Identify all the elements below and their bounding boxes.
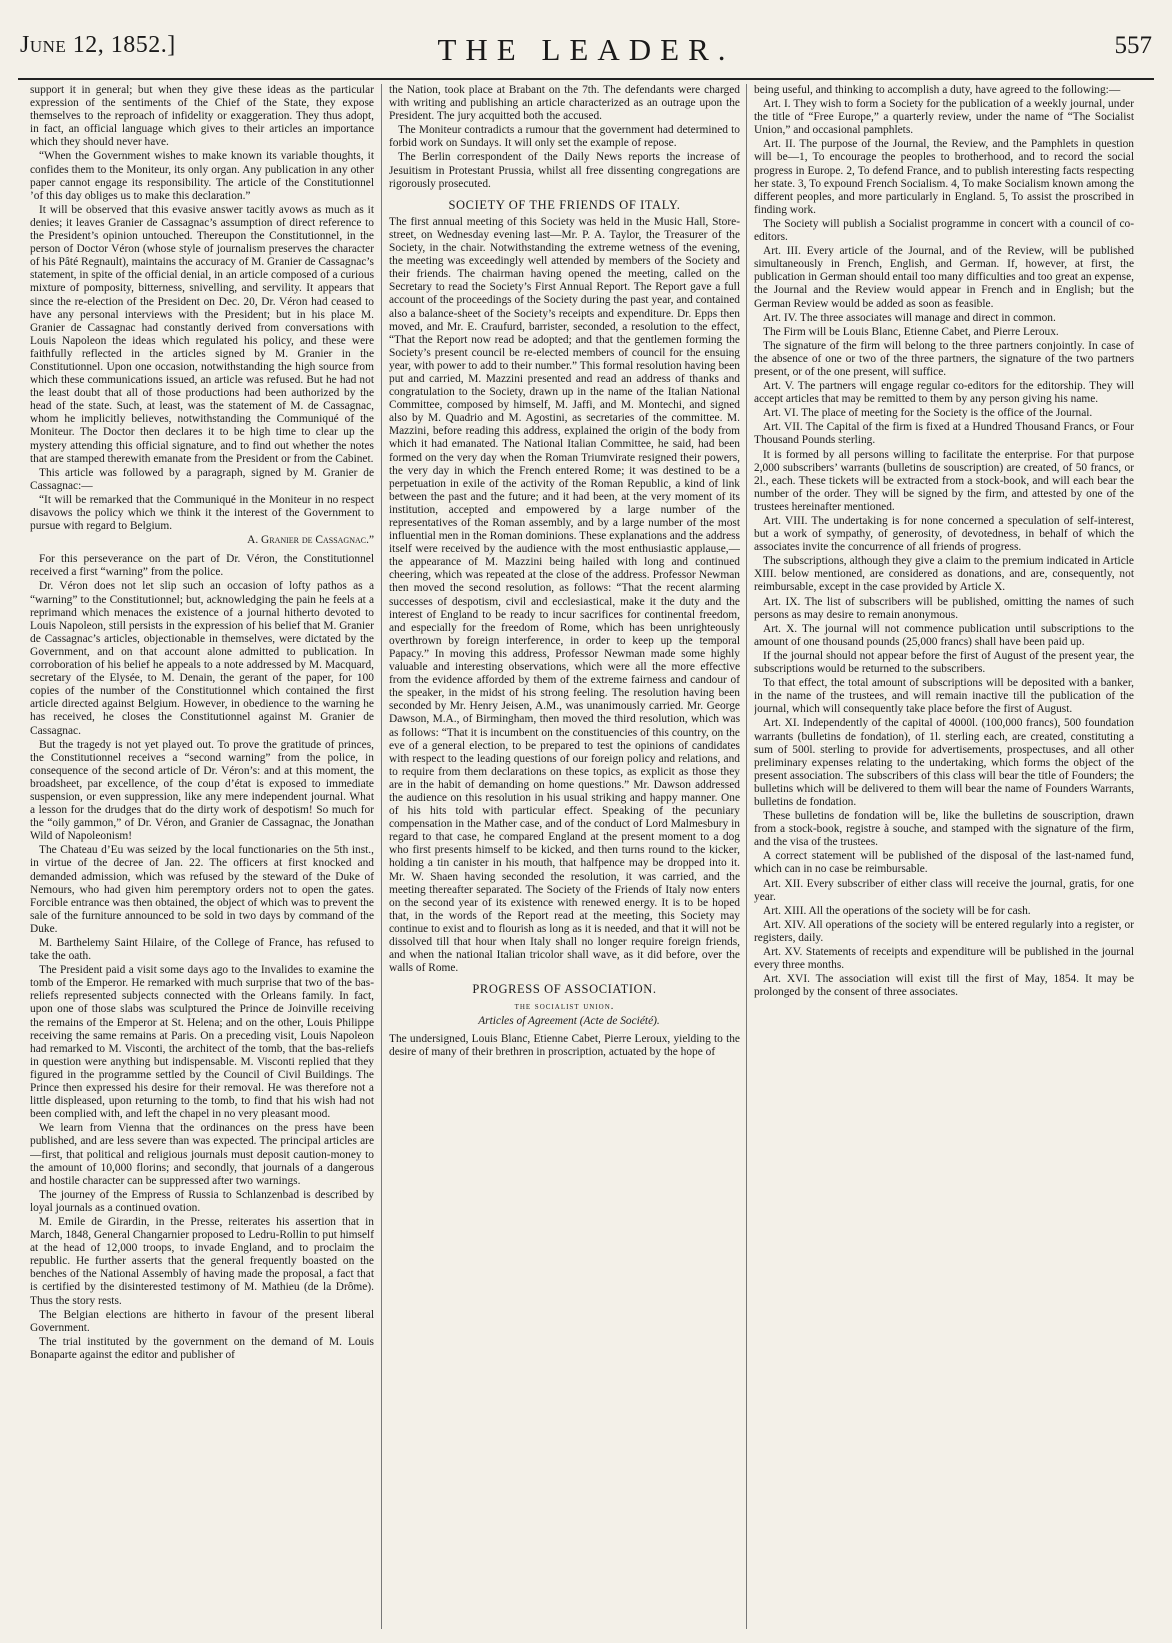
paragraph: support it in general; but when they give these ideas as the particular expression of the sentiments of the Chief of the State, they expose themselves to the reproach of infidelity or exaggeration. They thus adopt, in fact, an official language which gives to their articles an importance which they should never have. [30, 84, 374, 149]
article-paragraph: Art. XI. Independently of the capital of 4000l. (100,000 francs), 500 foundation warrants (bulletins de fondation), of 1l. sterling each, are created, constituting a sum of 500l. sterling to provide for advertisements, prospectuses, and all other preliminary expenses relating to the undertaking, which forms the object of the present association. The subscribers of this class will bear the title of Founders; the bulletins which will be delivered to them will bear the name of Founders Warrants, bulletins de fondation. [754, 717, 1134, 808]
page-header [18, 30, 1154, 80]
paragraph: “When the Government wishes to make known its variable thoughts, it confides them to the Moniteur, its only organ. Any publication in any other paper cannot engage its responsibility. The article of the Constitutionnel ’of this day obliges us to make this declaration.” [30, 150, 374, 202]
section-subheading: the socialist union. [514, 1001, 615, 1013]
paragraph: If the journal should not appear before the first of August of the present year, the subscriptions would be returned to the subscribers. [754, 649, 1134, 676]
paragraph: For this perseverance on the part of Dr. Véron, the Constitutionnel received a first “warning” from the police. [30, 553, 374, 579]
paragraph: being useful, and thinking to accomplish a duty, have agreed to the following:— [754, 84, 1121, 96]
article-paragraph: Art. IV. The three associates will manage and direct in common. [763, 311, 1056, 324]
section-heading: PROGRESS OF ASSOCIATION. [472, 982, 657, 997]
quoted-paragraph: “It will be remarked that the Communiqué in the Moniteur in no respect disavows the policy which we think it the interest of the Government to pursue with regard to Belgium. [30, 493, 374, 533]
paragraph: The journey of the Empress of Russia to Schlanzenbad is described by loyal journals as a continued ovation. [30, 1188, 374, 1214]
article-paragraph: Art. I. They wish to form a Society for the publication of a weekly journal, under the title of “Free Europe,” a quarterly review, under the name of “The Socialist Union,” and occasional pamphlets. [754, 98, 1134, 137]
paragraph: The trial instituted by the government on the demand of M. Louis Bonaparte against the editor and publisher of [30, 1335, 374, 1361]
paragraph: The Belgian elections are hitherto in favour of the present liberal Government. [30, 1308, 374, 1334]
page-number: 557 [1114, 32, 1152, 59]
paragraph: The subscriptions, although they give a claim to the premium indicated in Article XIII. below mentioned, are considered as donations, and are, consequently, not reimbursable, except in the case provided by Article X. [754, 555, 1134, 594]
paragraph: The Berlin correspondent of the Daily News reports the increase of Jesuitism in Protestant Prussia, whilst all free dissenting congregations are rigorously prosecuted. [389, 151, 740, 190]
paragraph: It is formed by all persons willing to facilitate the enterprise. For that purpose 2,000 subscribers’ warrants (bulletins de souscription) are created, of 50 francs, or 2l., each. These tickets will be extracted from a stock-book, and will each bear the number of the order. They will be signed by the firm, and attested by one of the trustees hereinafter mentioned. [754, 448, 1134, 513]
paragraph: It will be observed that this evasive answer tacitly avows as much as it denies; it leaves Granier de Cassagnac’s assumption of direct reference to the President’s opinion untouched. Thereupon the Constitutionnel, in the person of Doctor Véron (whose style of journalism preserves the character of his Pâté Regnault), maintains the accuracy of M. Granier de Cassagnac’s statement, in spite of the official denial, in an article composed of a curious mixture of pomposity, bitterness, snivelling, and servility. It appears that since the re-election of the President on Dec. 20, Dr. Véron had ceased to have any personal interviews with the President; but in his place M. Granier de Cassagnac had constantly derived from conversations with Louis Napoleon the ideas which regulated his policy, and these were faithfully reflected in the articles signed by M. Granier in the Constitutionnel. Upon one occasion, notwithstanding the high source from which these communications issued, an article was refused. But he had not the least doubt that all of those productions had been authorized by the head of the state. Such, at least, was the statement of M. de Cassagnac, whom he implicitly believes, notwithstanding the Communiqué of the Moniteur. The Doctor then declares it to be high time to clear up the mystery attending this official signature, and to find out whether the notes that are stamped therewith emanate from the President or from the Cabinet. [30, 203, 374, 465]
paragraph: The President paid a visit some days ago to the Invalides to examine the tomb of the Emperor. He remarked with much surprise that two of the bas-reliefs represented subjects connected with the Orleans family. In fact, upon one of those slabs was sculptured the Prince de Joinville receiving the remains of the Emperor at St. Helena; and on the other, Louis Philippe receiving the same remains at Paris. On a preceding visit, Louis Napoleon had remarked to M. Visconti, the architect of the tomb, that the bas-reliefs in question were anything but indispensable. M. Visconti replied that they figured in the programme settled by the Council of Civil Buildings. The Prince then expressed his desire for their removal. He was therefore not a little displeased, upon returning to the tomb, to find that his wish had not been complied with, and left the chapel in no very pleasant mood. [30, 964, 374, 1121]
paragraph: These bulletins de fondation will be, like the bulletins de souscription, drawn from a stock-book, registre à souche, and stamped with the signature of the firm, and the visa of the trustees. [754, 810, 1134, 849]
column-middle [389, 84, 740, 1629]
article-paragraph: Art. VIII. The undertaking is for none concerned a speculation of self-interest, but a work of sympathy, of generosity, of devotedness, in behalf of which the associates invite the concurrence of all friends of progress. [754, 515, 1134, 554]
column-left [30, 84, 374, 1629]
issue-date: June 12, 1852.] [20, 32, 176, 58]
masthead-title: THE LEADER. [437, 32, 735, 67]
paragraph: The Society will publish a Socialist programme in concert with a council of co-editors. [754, 217, 1134, 244]
column-rule-left [381, 84, 382, 1629]
paragraph: M. Barthelemy Saint Hilaire, of the College of France, has refused to take the oath. [30, 937, 374, 963]
paragraph: the Nation, took place at Brabant on the 7th. The defendants were charged with writing and publishing an article characterized as an outrage upon the President. The jury acquitted both the accused. [389, 84, 740, 123]
article-paragraph: Art. III. Every article of the Journal, and of the Review, will be published simultaneously in French, English, and German. If, however, at first, the publication in German should entail too many difficulties and too great an expense, the Journal and the Review would appear in French and in English; but the German Review would be added as soon as feasible. [754, 245, 1134, 310]
paragraph: We learn from Vienna that the ordinances on the press have been published, and are less severe than was expected. The principal articles are—first, that political and religious journals must deposit caution-money to the amount of 10,000 florins; and secondly, that journals of a dangerous and hostile character can be suppressed after two warnings. [30, 1122, 374, 1187]
article-paragraph: Art. XVI. The association will exist till the first of May, 1854. It may be prolonged by the consent of three associates. [754, 973, 1134, 999]
paragraph: To that effect, the total amount of subscriptions will be deposited with a banker, in the name of the trustees, and will remain inactive till the publication of the journal, which will consequently take place before the first of August. [754, 677, 1134, 716]
paragraph: This article was followed by a paragraph, signed by M. Granier de Cassagnac:— [30, 466, 374, 492]
article-paragraph: Art. XIV. All operations of the society will be entered regularly into a register, or registers, daily. [754, 918, 1134, 944]
paragraph: The signature of the firm will belong to the three partners conjointly. In case of the absence of one or two of the three partners, the signature of the two partners present, or of the one present, will suffice. [754, 339, 1134, 378]
section-subtitle: Articles of Agreement (Acte de Société). [478, 1015, 660, 1028]
article-paragraph: Art. II. The purpose of the Journal, the Review, and the Pamphlets in question will be—1, To encourage the peoples to brotherhood, and to record the social progress in Europe. 2, To defend France, and to publish interesting facts respecting her state. 3, To expound French Socialism. 4, To make Socialism known among the different peoples, and more particularly in England. 5, To assist the proscribed in finding work. [754, 138, 1134, 216]
paragraph: The Firm will be Louis Blanc, Etienne Cabet, and Pierre Leroux. [763, 325, 1059, 338]
article-paragraph: Art. IX. The list of subscribers will be published, omitting the names of such persons as may desire to remain anonymous. [754, 595, 1134, 621]
article-paragraph: Art. XV. Statements of receipts and expenditure will be published in the journal every three months. [754, 946, 1134, 972]
column-right [754, 84, 1134, 1629]
article-paragraph: Art. VII. The Capital of the firm is fixed at a Hundred Thousand Francs, or Four Thousand Pounds sterling. [754, 421, 1134, 447]
paragraph: The Chateau d’Eu was seized by the local functionaries on the 5th inst., in virtue of the decree of Jan. 22. The officers at first knocked and demanded admission, which was refused by the steward of the Duke of Nemours, who had given him peremptory orders not to open the gates. Forcible entrance was then obtained, the object of which was to prevent the sale of the furniture announced to be sold in two days by command of the Duke. [30, 844, 374, 935]
article-paragraph: Art. XIII. All the operations of the society will be for cash. [763, 904, 1031, 917]
paragraph: M. Emile de Girardin, in the Presse, reiterates his assertion that in March, 1848, General Changarnier proposed to Ledru-Rollin to put himself at the head of 12,000 troops, to invade England, and to proclaim the republic. He further asserts that the general frequently boasted on the benches of the National Assembly of having made the proposal, a fact that is certified by the disinterested testimony of M. Mathieu (de la Drôme). Thus the story rests. [30, 1215, 374, 1307]
paragraph: The undersigned, Louis Blanc, Etienne Cabet, Pierre Leroux, yielding to the desire of many of their brethren in proscription, actuated by the hope of [389, 1032, 740, 1058]
article-paragraph: Art. XII. Every subscriber of either class will receive the journal, gratis, for one year. [754, 877, 1134, 903]
paragraph: The first annual meeting of this Society was held in the Music Hall, Store-street, on Wednesday evening last—Mr. P. A. Taylor, the Treasurer of the Society, in the chair. Notwithstanding the extreme wetness of the evening, the meeting was exceedingly well attended by members of the Society and their friends. The chairman having opened the meeting, called on the Secretary to read the Society’s First Annual Report. The Report gave a full account of the proceedings of the Society during the past year, and contained also a balance-sheet of the Society’s receipts and expenditure. Dr. Epps then moved, and Mr. E. Craufurd, barrister, seconded, a resolution to the effect, “That the Report now read be adopted; and that the gentlemen forming the Society’s present council be re-elected members of council for the ensuing year, with power to add to their number.” This formal resolution having been put and carried, M. Mazzini presented and read an address of thanks and congratulation to the Society, drawn up in the name of the Italian National Committee, composed by himself, M. Jaffi, and M. Montechi, and signed also by M. Quadrio and M. Agostini, as secretaries of the committee. M. Mazzini, before reading this address, explained the origin of the body from which it had emanated. The National Italian Committee, he said, had been formed on the very day when the Roman Triumvirate resigned their powers, the very day in which the French entered Rome; it was destined to be a perpetuation in exile of the activity of the Roman Republic, a kind of link between the past and the future; and it had been, at the very moment of its institution, accepted and empowered by a large number of the representatives of the Roman assembly, and by a large number of the most influential men in the Roman dominions. These explanations and the address itself were received by the audience with the most enthusiastic applause,—the appearance of M. Mazzini being hailed with long and continued cheering, which was repeated at the close of the address. Professor Newman then moved the second resolution, as follows: “That the recent alarming successes of despotism, civil and ecclesiastical, make it the duty and the interest of England to be ready to incur sacrifices for continental freedom, and especially for the freedom of Rome, which has been unrighteously overthrown by foreign interference, in order to keep up the temporal Papacy.” In moving this address, Professor Newman made some highly valuable and interesting observations, which were all the more effective from the evidence afforded by them of the extreme fairness and candour of the speaker, in the midst of his strong feeling. The resolution having been seconded by Mr. Henry Jeisen, A.M., was unanimously carried. Mr. George Dawson, M.A., of Birmingham, then moved the third resolution, which was as follows: “That it is incumbent on the constituencies of this country, on the eve of a general election, to be prepared to test the opinions of candidates with respect to the leading questions of our foreign policy and relations, and to require from them declarations on these topics, as explicit as those they are in the habit of demanding on home questions.” Mr. Dawson addressed the audience on this resolution in his usual striking and happy manner. One of his hits told with particular effect. Speaking of the pecuniary compensation in the Mather case, and of the conduct of Lord Malmesbury in regard to that case, he compared England at the present moment to a dog who first presents himself to be kicked, and then turns round to the kicker, holding a tin canister in his mouth, that halfpence may be dropped into it. Mr. W. Shaen having seconded the resolution, it was carried, and the meeting thereafter separated. The Society of the Friends of Italy now enters on the second year of its existence with renewed energy. It is to be hoped that, in the words of the Report read at the meeting, this Society may continue to exist and to flourish as long as it is needed, and that it will not be dissolved till that hour when Italy shall no longer require foreign friends, and when the national Italian tricolor shall wave, as it did before, over the walls of Rome. [389, 215, 740, 975]
paragraph: A correct statement will be published of the disposal of the last-named fund, which can in no case be reimbursable. [754, 850, 1134, 876]
section-heading: SOCIETY OF THE FRIENDS OF ITALY. [448, 197, 681, 212]
paragraph: But the tragedy is not yet played out. To prove the gratitude of princes, the Constitutionnel receives a “second warning” from the police, in consequence of the second article of Dr. Véron’s: and at this moment, the broadsheet, par excellence, of the coup d’état is exposed to immediate suspension, or even suppression, like any mere independent journal. What a lesson for the drudges that do the dirty work of despotism! So much for the “oily gammon,” of Dr. Véron, and Granier de Cassagnac, the Jonathan Wild of Napoleonism! [30, 738, 374, 843]
article-paragraph: Art. V. The partners will engage regular co-editors for the editorship. They will accept articles that may be remitted to them by any person giving his name. [754, 380, 1134, 406]
paragraph: The Moniteur contradicts a rumour that the government had determined to forbid work on Sundays. It will only set the example of repose. [389, 124, 740, 150]
article-paragraph: Art. VI. The place of meeting for the Society is the office of the Journal. [763, 407, 1093, 420]
signature-line: A. Granier de Cassagnac.” [247, 534, 374, 547]
paragraph: Dr. Véron does not let slip such an occasion of lofty pathos as a “warning” to the Constitutionnel; but, acknowledging the pain he feels at a reprimand which menaces the existence of a journal hitherto devoted to Louis Napoleon, still persists in the expression of his belief that M. Granier de Cassagnac’s articles, objectionable in themselves, were dictated by the Government, and on that account alone admitted to publication. In corroboration of his belief he appeals to a note addressed by M. Macquard, secretary of the Elysée, to M. Denain, the gerant of the paper, for 100 copies of the number of the Constitutionnel which contained the first article directed against Belgium. However, in obedience to the warning he has received, he closes the Constitutionnel against M. Granier de Cassagnac. [30, 580, 374, 737]
article-paragraph: Art. X. The journal will not commence publication until subscriptions to the amount of one thousand pounds (25,000 francs) shall have been paid up. [754, 622, 1134, 648]
column-rule-right [746, 84, 747, 1629]
